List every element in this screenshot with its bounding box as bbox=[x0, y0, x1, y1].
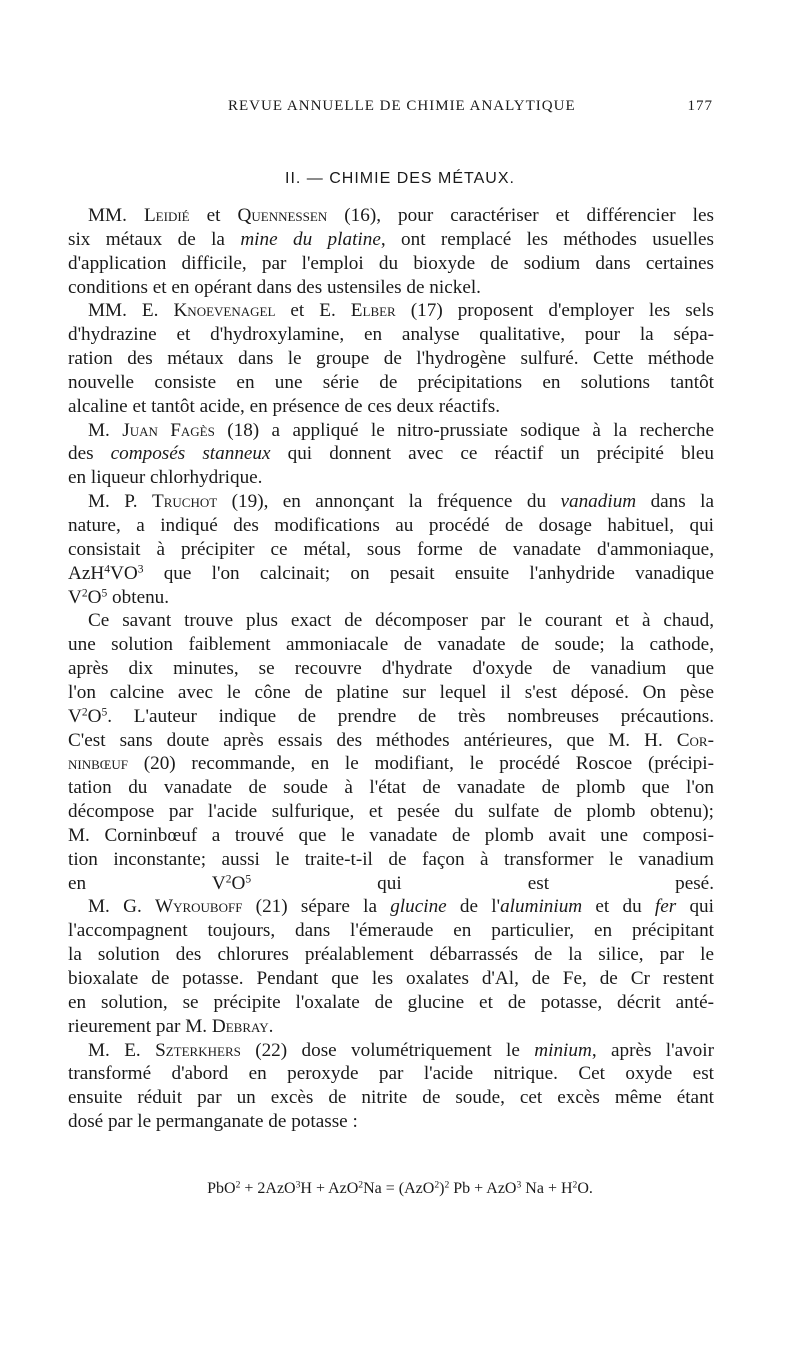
italic-term: glucine bbox=[390, 896, 447, 918]
page-number: 177 bbox=[687, 98, 713, 114]
author-name: ninbœuf bbox=[68, 753, 128, 775]
text-line: alcaline et tantôt acide, en présence de ces deux réactifs. bbox=[68, 395, 501, 417]
author-name: Wyrouboff bbox=[154, 896, 243, 918]
text-line: ensuite réduit par un excès de nitrite de soude, cet excès même étant bbox=[68, 1087, 714, 1109]
italic-term: vanadium bbox=[560, 491, 637, 513]
text-line: M. E. Szterkhers (22) dose volumétriquement le minium, après l'avoir bbox=[88, 1039, 714, 1061]
text-line: transformé d'abord en peroxyde par l'acide nitrique. Cet oxyde est bbox=[68, 1063, 714, 1085]
text-line: en solution, se précipite l'oxalate de glucine et de potasse, décrit anté- bbox=[68, 991, 714, 1013]
section-title: II. — CHIMIE DES MÉTAUX. bbox=[285, 170, 515, 187]
superscript: 3 bbox=[295, 1179, 301, 1191]
text-line: Ce savant trouve plus exact de décomposer par le courant et à chaud, bbox=[88, 610, 714, 632]
text-line: M. Juan Fagès (18) a appliqué le nitro-prussiate sodique à la recherche bbox=[88, 419, 715, 441]
italic-term: aluminium bbox=[500, 896, 583, 918]
text-line: d'application difficile, par l'emploi du bioxyde de sodium dans certaines bbox=[68, 252, 714, 274]
text-line: ration des métaux dans le groupe de l'hydrogène sulfuré. Cette méthode bbox=[68, 348, 714, 370]
text-line: tation du vanadate de soude à l'état de vanadate de plomb que l'on bbox=[68, 777, 714, 799]
superscript: 2 bbox=[444, 1179, 450, 1191]
text-line: M. Corninbœuf a trouvé que le vanadate de plomb avait une composi- bbox=[68, 824, 714, 846]
superscript: 3 bbox=[516, 1179, 522, 1191]
superscript: 2 bbox=[235, 1179, 241, 1191]
text-line: rieurement par M. Debray. bbox=[68, 1015, 274, 1037]
superscript: 4 bbox=[104, 563, 110, 576]
author-name: Quennessen bbox=[237, 205, 328, 226]
text-line: consistait à précipiter ce métal, sous forme de vanadate d'ammoniaque, bbox=[68, 538, 714, 560]
text-line: six métaux de la mine du platine, ont remplacé les méthodes usuelles bbox=[68, 228, 715, 250]
running-title: REVUE ANNUELLE DE CHIMIE ANALYTIQUE bbox=[228, 98, 576, 114]
superscript: 2 bbox=[358, 1179, 364, 1191]
text-line: MM. E. Knoevenagel et E. Elber (17) proposent d'employer les sels bbox=[88, 300, 714, 322]
text-line: $V^2O^5$ obtenu. bbox=[68, 586, 170, 608]
text-line: ninbœuf (20) recommande, en le modifiant, le procédé Roscoe (précipi- bbox=[68, 753, 714, 775]
text-line: la solution des chlorures préalablement débarrassés de la silice, par le bbox=[68, 944, 714, 966]
superscript: 2 bbox=[572, 1179, 578, 1191]
author-name: Juan Fagès bbox=[122, 419, 215, 441]
author-name: Debray bbox=[211, 1015, 269, 1037]
italic-term: fer bbox=[654, 896, 677, 918]
text-line: après dix minutes, se recouvre d'hydrate d'oxyde de vanadium que bbox=[68, 658, 714, 680]
superscript: 5 bbox=[245, 873, 252, 886]
text-line: décompose par l'acide sulfurique, et pesée du sulfate de plomb obtenu); bbox=[68, 801, 714, 823]
text-line: nouvelle consiste en une série de précipitations en solutions tantôt bbox=[68, 371, 714, 393]
text-line: l'on calcine avec le cône de platine sur lequel il s'est déposé. On pèse bbox=[68, 681, 714, 703]
superscript: 5 bbox=[101, 587, 108, 600]
text-line: une solution faiblement ammoniacale de vanadate de soude; la cathode, bbox=[68, 634, 714, 656]
text-line: $AzH^4VO^3$ que l'on calcinait; on pesait ensuite l'anhydride vanadique bbox=[68, 562, 714, 584]
superscript: 3 bbox=[137, 563, 144, 576]
superscript: 2 bbox=[225, 873, 232, 886]
author-name: Szterkhers bbox=[155, 1039, 241, 1061]
text-line: MM. Leidié et Quennessen (16), pour caractériser et différencier les bbox=[88, 205, 714, 226]
author-name: Truchot bbox=[152, 491, 218, 513]
text-line: en liqueur chlorhydrique. bbox=[68, 467, 263, 489]
superscript: 5 bbox=[101, 706, 108, 719]
author-name: Elber bbox=[350, 300, 396, 322]
text-line: conditions et en opérant dans des ustensiles de nickel. bbox=[68, 276, 481, 298]
author-name: Cor- bbox=[676, 729, 714, 751]
running-header bbox=[68, 98, 713, 122]
italic-term: mine du platine bbox=[240, 228, 381, 250]
text-line: bioxalate de potasse. Pendant que les oxalates d'Al, de Fe, de Cr restent bbox=[68, 968, 714, 989]
text-line: $V^2O^5$. L'auteur indique de prendre de très nombreuses précautions. bbox=[68, 705, 714, 727]
text-line: nature, a indiqué des modifications au procédé de dosage habituel, qui bbox=[68, 514, 714, 536]
text-line: tion inconstante; aussi le traite-t-il de façon à transformer le vanadium bbox=[68, 848, 714, 870]
superscript: 2 bbox=[434, 1179, 440, 1191]
superscript: 2 bbox=[81, 587, 88, 600]
chemical-formula: $PbO^2 + 2AzO^3H + AzO^2Na = (AzO^2)^2$ Pb + AzO$^3$ $Na + H^2O$. bbox=[207, 1179, 593, 1197]
italic-term: minium bbox=[534, 1039, 592, 1061]
text-line: dosé par le permanganate de potasse : bbox=[68, 1111, 358, 1133]
text-line: d'hydrazine et d'hydroxylamine, en analyse qualitative, pour la sépa- bbox=[68, 324, 714, 346]
text-line: M. P. Truchot (19), en annonçant la fréquence du vanadium dans la bbox=[88, 491, 714, 513]
body-text bbox=[68, 204, 714, 1134]
author-name: Leidié bbox=[143, 205, 190, 226]
text-line: M. G. Wyrouboff (21) sépare la glucine de l'aluminium et du fer qui bbox=[88, 896, 714, 918]
italic-term: composés stanneux bbox=[110, 443, 271, 465]
text-line: en $V^2O^5$ qui est pesé. bbox=[68, 872, 714, 894]
superscript: 2 bbox=[81, 706, 88, 719]
text-line: des composés stanneux qui donnent avec ce réactif un précipité bleu bbox=[68, 443, 715, 465]
author-name: Knoevenagel bbox=[173, 300, 276, 322]
text-line: l'accompagnent toujours, dans l'émeraude en particulier, en précipitant bbox=[68, 920, 714, 942]
text-line: C'est sans doute après essais des méthodes antérieures, que M. H. Cor- bbox=[68, 729, 714, 751]
